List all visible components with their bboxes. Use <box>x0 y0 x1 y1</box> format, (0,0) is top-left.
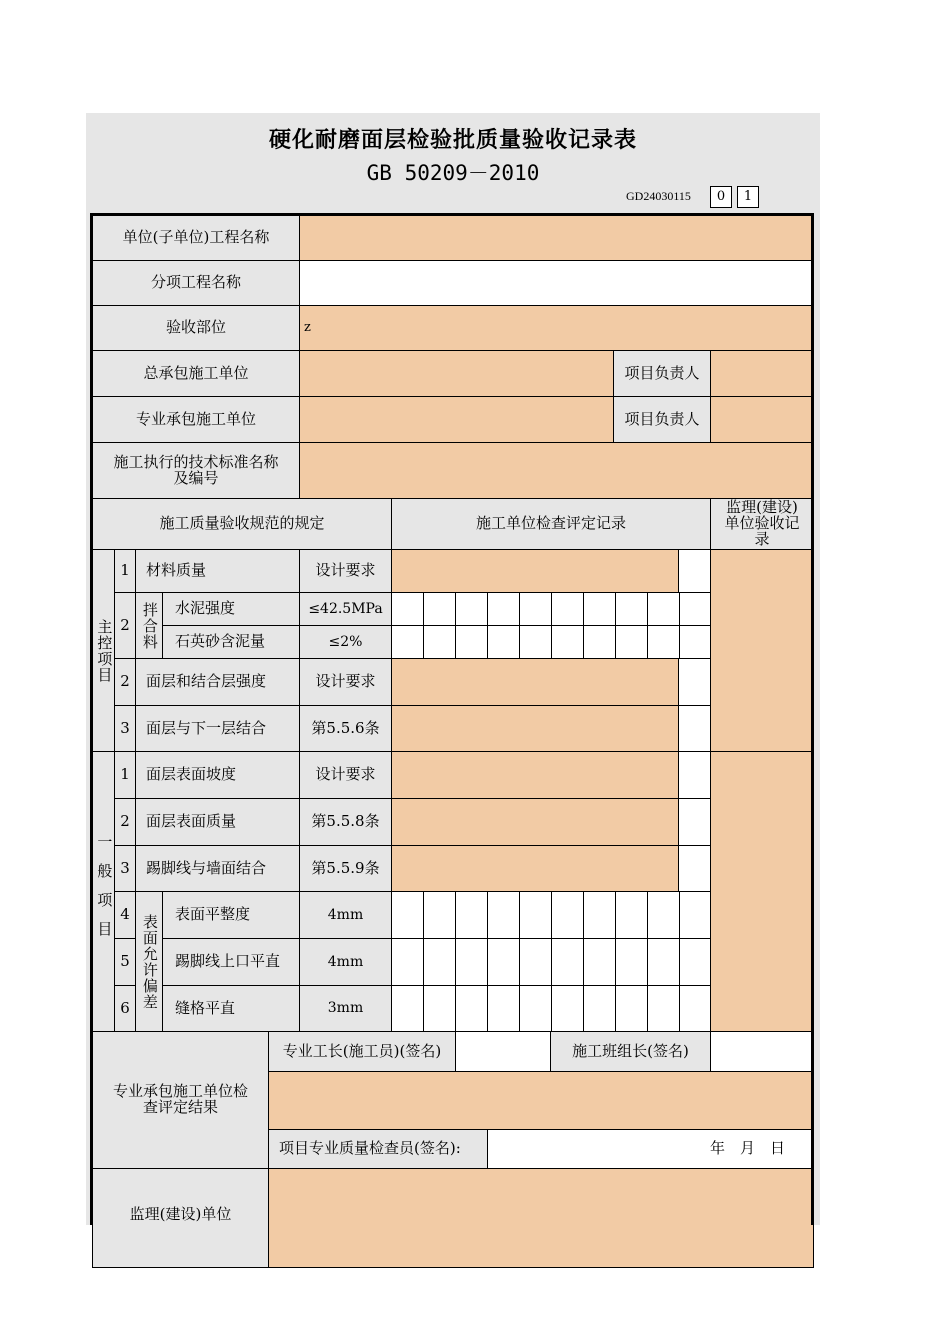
cement-strength-name: 水泥强度 <box>162 592 300 626</box>
general-measure-row-3-cell-7[interactable] <box>583 985 616 1032</box>
general-measure-row-3-cell-10[interactable] <box>679 985 711 1032</box>
main-measure-row-1-cell-10[interactable] <box>679 592 711 626</box>
main-measure-row-1-cell-4[interactable] <box>487 592 520 626</box>
general-measure-row-2-cell-10[interactable] <box>679 938 711 986</box>
general-measure-row-1-cell-5[interactable] <box>519 891 552 939</box>
general-measure-row-2-cell-5[interactable] <box>519 938 552 986</box>
general-measure-row-3-cell-8[interactable] <box>615 985 648 1032</box>
general-measure-row-3-cell-9[interactable] <box>647 985 680 1032</box>
code-digit-1[interactable]: 0 <box>710 186 732 208</box>
project-manager-field-1[interactable] <box>710 350 814 397</box>
form-title: 硬化耐磨面层检验批质量验收记录表 <box>268 128 637 153</box>
general-item-3-record[interactable] <box>391 845 679 892</box>
specialty-contractor-field[interactable] <box>299 396 614 443</box>
general-item-1-record[interactable] <box>391 751 679 799</box>
main-item-1-result[interactable] <box>678 549 711 593</box>
general-item-6-no: 6 <box>114 985 136 1032</box>
general-measure-row-3-cell-5[interactable] <box>519 985 552 1032</box>
general-measure-row-1-cell-2[interactable] <box>423 891 456 939</box>
general-contractor-label: 总承包施工单位 <box>92 350 300 397</box>
main-item-3-result[interactable] <box>678 658 711 706</box>
general-item-1-result[interactable] <box>678 751 711 799</box>
mix-material-label: 拌合料 <box>135 592 163 659</box>
cement-strength-requirement: ≤42.5MPa <box>299 592 392 626</box>
unit-project-label: 单位(子单位)工程名称 <box>92 215 300 261</box>
technical-standard-field[interactable] <box>299 442 814 499</box>
sub-project-field[interactable] <box>299 260 814 306</box>
sand-mud-content-name: 石英砂含泥量 <box>162 625 300 659</box>
inspection-date[interactable]: 年 月 日 <box>487 1129 814 1169</box>
general-item-6-requirement: 3mm <box>299 985 392 1032</box>
general-item-4-name: 表面平整度 <box>162 891 300 939</box>
main-measure-row-2-cell-5[interactable] <box>519 625 552 659</box>
general-item-4-requirement: 4mm <box>299 891 392 939</box>
general-item-3-name: 踢脚线与墙面结合 <box>135 845 300 892</box>
general-measure-row-1-cell-4[interactable] <box>487 891 520 939</box>
general-measure-row-2-cell-8[interactable] <box>615 938 648 986</box>
unit-project-field[interactable] <box>299 215 814 261</box>
main-measure-row-1-cell-5[interactable] <box>519 592 552 626</box>
general-measure-row-2-cell-9[interactable] <box>647 938 680 986</box>
general-item-1-name: 面层表面坡度 <box>135 751 300 799</box>
main-measure-row-1-cell-6[interactable] <box>551 592 584 626</box>
general-measure-row-1-cell-10[interactable] <box>679 891 711 939</box>
general-item-2-record[interactable] <box>391 798 679 846</box>
general-item-2-no: 2 <box>114 798 136 846</box>
form-code: GD24030115 <box>626 189 691 203</box>
general-measure-row-3-cell-2[interactable] <box>423 985 456 1032</box>
general-measure-row-2-cell-1[interactable] <box>391 938 424 986</box>
main-measure-row-1-cell-7[interactable] <box>583 592 616 626</box>
main-item-3-no: 2 <box>114 658 136 706</box>
spec-column-header: 施工质量验收规范的规定 <box>92 498 392 550</box>
main-measure-row-2-cell-7[interactable] <box>583 625 616 659</box>
inspector-label: 项目专业质量检查员(签名): <box>268 1129 488 1169</box>
main-measure-row-2-cell-2[interactable] <box>423 625 456 659</box>
result-label: 专业承包施工单位检查评定结果 <box>92 1031 269 1169</box>
main-measure-row-2-cell-8[interactable] <box>615 625 648 659</box>
main-item-4-result[interactable] <box>678 705 711 752</box>
general-item-2-result[interactable] <box>678 798 711 846</box>
location-label: 验收部位 <box>92 305 300 351</box>
general-measure-row-1-cell-1[interactable] <box>391 891 424 939</box>
general-item-3-requirement: 第5.5.9条 <box>299 845 392 892</box>
general-item-1-requirement: 设计要求 <box>299 751 392 799</box>
main-item-1-no: 1 <box>114 549 136 593</box>
general-measure-row-2-cell-2[interactable] <box>423 938 456 986</box>
general-item-1-no: 1 <box>114 751 136 799</box>
main-item-3-name: 面层和结合层强度 <box>135 658 300 706</box>
general-measure-row-1-cell-8[interactable] <box>615 891 648 939</box>
main-measure-row-1-cell-2[interactable] <box>423 592 456 626</box>
team-leader-signature-field[interactable] <box>710 1031 814 1072</box>
main-measure-row-1-cell-3[interactable] <box>455 592 488 626</box>
main-item-4-no: 3 <box>114 705 136 752</box>
general-group-label: 一般项目 <box>92 751 115 1032</box>
sand-mud-content-requirement: ≤2% <box>299 625 392 659</box>
main-measure-row-2-cell-6[interactable] <box>551 625 584 659</box>
team-leader-label: 施工班组长(签名) <box>550 1031 711 1072</box>
general-item-3-no: 3 <box>114 845 136 892</box>
main-item-3-requirement: 设计要求 <box>299 658 392 706</box>
general-measure-row-2-cell-7[interactable] <box>583 938 616 986</box>
general-measure-row-3-cell-1[interactable] <box>391 985 424 1032</box>
main-measure-row-1-cell-1[interactable] <box>391 592 424 626</box>
project-manager-label-2: 项目负责人 <box>613 396 711 443</box>
foreman-label: 专业工长(施工员)(签名) <box>268 1031 456 1072</box>
main-measure-row-2-cell-10[interactable] <box>679 625 711 659</box>
general-measure-row-1-cell-3[interactable] <box>455 891 488 939</box>
surface-tolerance-label: 表面允许偏差 <box>135 891 163 1032</box>
general-item-5-requirement: 4mm <box>299 938 392 986</box>
main-supervisor-record[interactable] <box>710 549 814 752</box>
general-item-2-requirement: 第5.5.8条 <box>299 798 392 846</box>
general-supervisor-record[interactable] <box>710 751 814 1032</box>
general-measure-row-3-cell-4[interactable] <box>487 985 520 1032</box>
supervisor-record-header: 监理(建设)单位验收记录 <box>710 498 814 550</box>
location-field[interactable]: z <box>299 305 814 351</box>
general-measure-row-2-cell-4[interactable] <box>487 938 520 986</box>
main-item-3-record[interactable] <box>391 658 679 706</box>
main-item-1-name: 材料质量 <box>135 549 300 593</box>
main-item-4-requirement: 第5.5.6条 <box>299 705 392 752</box>
general-contractor-field[interactable] <box>299 350 614 397</box>
main-item-2-no: 2 <box>114 592 136 659</box>
standard-number: GB 50209－2010 <box>366 161 540 185</box>
general-measure-row-2-cell-6[interactable] <box>551 938 584 986</box>
general-measure-row-1-cell-6[interactable] <box>551 891 584 939</box>
supervisor-label: 监理(建设)单位 <box>92 1168 269 1268</box>
general-item-3-result[interactable] <box>678 845 711 892</box>
general-measure-row-2-cell-3[interactable] <box>455 938 488 986</box>
project-manager-field-2[interactable] <box>710 396 814 443</box>
code-digit-2[interactable]: 1 <box>737 186 759 208</box>
main-item-4-name: 面层与下一层结合 <box>135 705 300 752</box>
general-measure-row-3-cell-3[interactable] <box>455 985 488 1032</box>
general-measure-row-1-cell-7[interactable] <box>583 891 616 939</box>
main-measure-row-2-cell-1[interactable] <box>391 625 424 659</box>
contractor-record-header: 施工单位检查评定记录 <box>391 498 711 550</box>
general-item-5-name: 踢脚线上口平直 <box>162 938 300 986</box>
main-item-1-record[interactable] <box>391 549 679 593</box>
project-manager-label-1: 项目负责人 <box>613 350 711 397</box>
sub-project-label: 分项工程名称 <box>92 260 300 306</box>
main-measure-row-2-cell-9[interactable] <box>647 625 680 659</box>
main-measure-row-2-cell-4[interactable] <box>487 625 520 659</box>
general-item-6-name: 缝格平直 <box>162 985 300 1032</box>
general-item-2-name: 面层表面质量 <box>135 798 300 846</box>
general-measure-row-1-cell-9[interactable] <box>647 891 680 939</box>
specialty-contractor-label: 专业承包施工单位 <box>92 396 300 443</box>
foreman-signature-field[interactable] <box>455 1031 551 1072</box>
general-measure-row-3-cell-6[interactable] <box>551 985 584 1032</box>
main-control-group-label: 主控项目 <box>92 549 115 752</box>
main-item-4-record[interactable] <box>391 705 679 752</box>
general-item-5-no: 5 <box>114 938 136 986</box>
main-measure-row-1-cell-9[interactable] <box>647 592 680 626</box>
technical-standard-label: 施工执行的技术标准名称及编号 <box>92 442 300 499</box>
main-item-1-requirement: 设计要求 <box>299 549 392 593</box>
supervisor-conclusion-field[interactable] <box>268 1168 814 1268</box>
result-field[interactable] <box>268 1071 814 1130</box>
main-measure-row-1-cell-8[interactable] <box>615 592 648 626</box>
general-item-4-no: 4 <box>114 891 136 939</box>
main-measure-row-2-cell-3[interactable] <box>455 625 488 659</box>
